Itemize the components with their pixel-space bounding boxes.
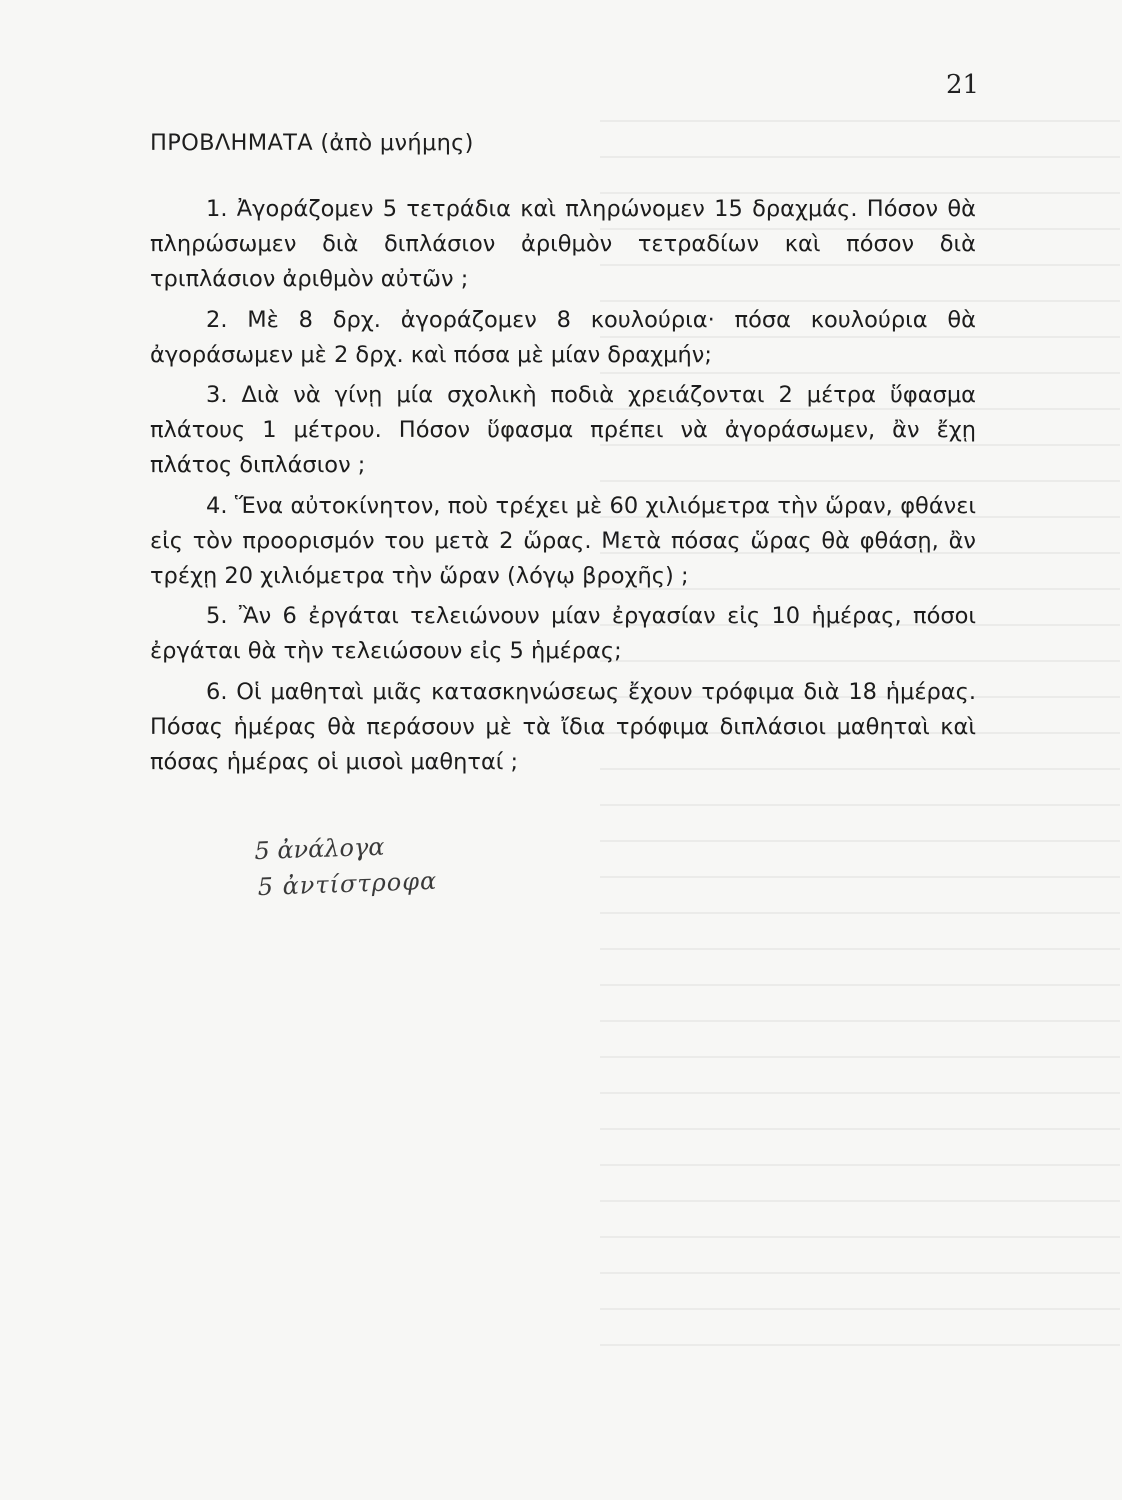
page-number: 21 (946, 70, 980, 100)
problem-item: 4. Ἕνα αὐτοκίνητον, ποὺ τρέχει μὲ 60 χιλιόμετρα τὴν ὥραν, φθάνει εἰς τὸν προορισμόν του μετὰ 2 ὥρας. Μετὰ πόσας ὥρας θὰ φθάσῃ, ἂν τρέχῃ 20 χιλιόμετρα τὴν ὥραν (λόγῳ βροχῆς) ; (150, 492, 976, 590)
problem-list (150, 192, 976, 785)
handwritten-note (254, 827, 438, 905)
problem-item: 2. Μὲ 8 δρχ. ἀγοράζομεν 8 κουλούρια· πόσα κουλούρια θὰ ἀγοράσωμεν μὲ 2 δρχ. καὶ πόσα μὲ μίαν δραχμήν; (150, 306, 976, 368)
handwritten-line: 5 ἀνάλογα (253, 832, 385, 866)
problem-item: 1. Ἀγοράζομεν 5 τετράδια καὶ πληρώνομεν 15 δραχμάς. Πόσον θὰ πληρώσωμεν διὰ διπλάσιον ἀριθμὸν τετραδίων καὶ πόσον διὰ τριπλάσιον ἀριθμὸν αὐτῶν ; (150, 196, 976, 293)
problem-item: 3. Διὰ νὰ γίνῃ μία σχολικὴ ποδιὰ χρειάζονται 2 μέτρα ὕφασμα πλάτους 1 μέτρου. Πόσον ὕφασμα πρέπει νὰ ἀγοράσωμεν, ἂν ἔχῃ πλάτος διπλάσιον ; (150, 382, 976, 479)
problem-item: 6. Οἱ μαθηταὶ μιᾶς κατασκηνώσεως ἔχουν τρόφιμα διὰ 18 ἡμέρας. Πόσας ἡμέρας θὰ περάσουν μὲ τὰ ἴδια τρόφιμα διπλάσιοι μαθηταὶ καὶ πόσας ἡμέρας οἱ μισοὶ μαθηταί ; (150, 678, 976, 776)
section-heading: ΠΡΟΒΛΗΜΑΤΑ (ἀπὸ μνήμης) (150, 130, 474, 156)
problem-item: 5. Ἂν 6 ἐργάται τελειώνουν μίαν ἐργασίαν εἰς 10 ἡμέρας, πόσοι ἐργάται θὰ τὴν τελειώσουν εἰς 5 ἡμέρας; (150, 603, 976, 665)
handwritten-line: 5 ἀντίστροφα (257, 866, 438, 902)
